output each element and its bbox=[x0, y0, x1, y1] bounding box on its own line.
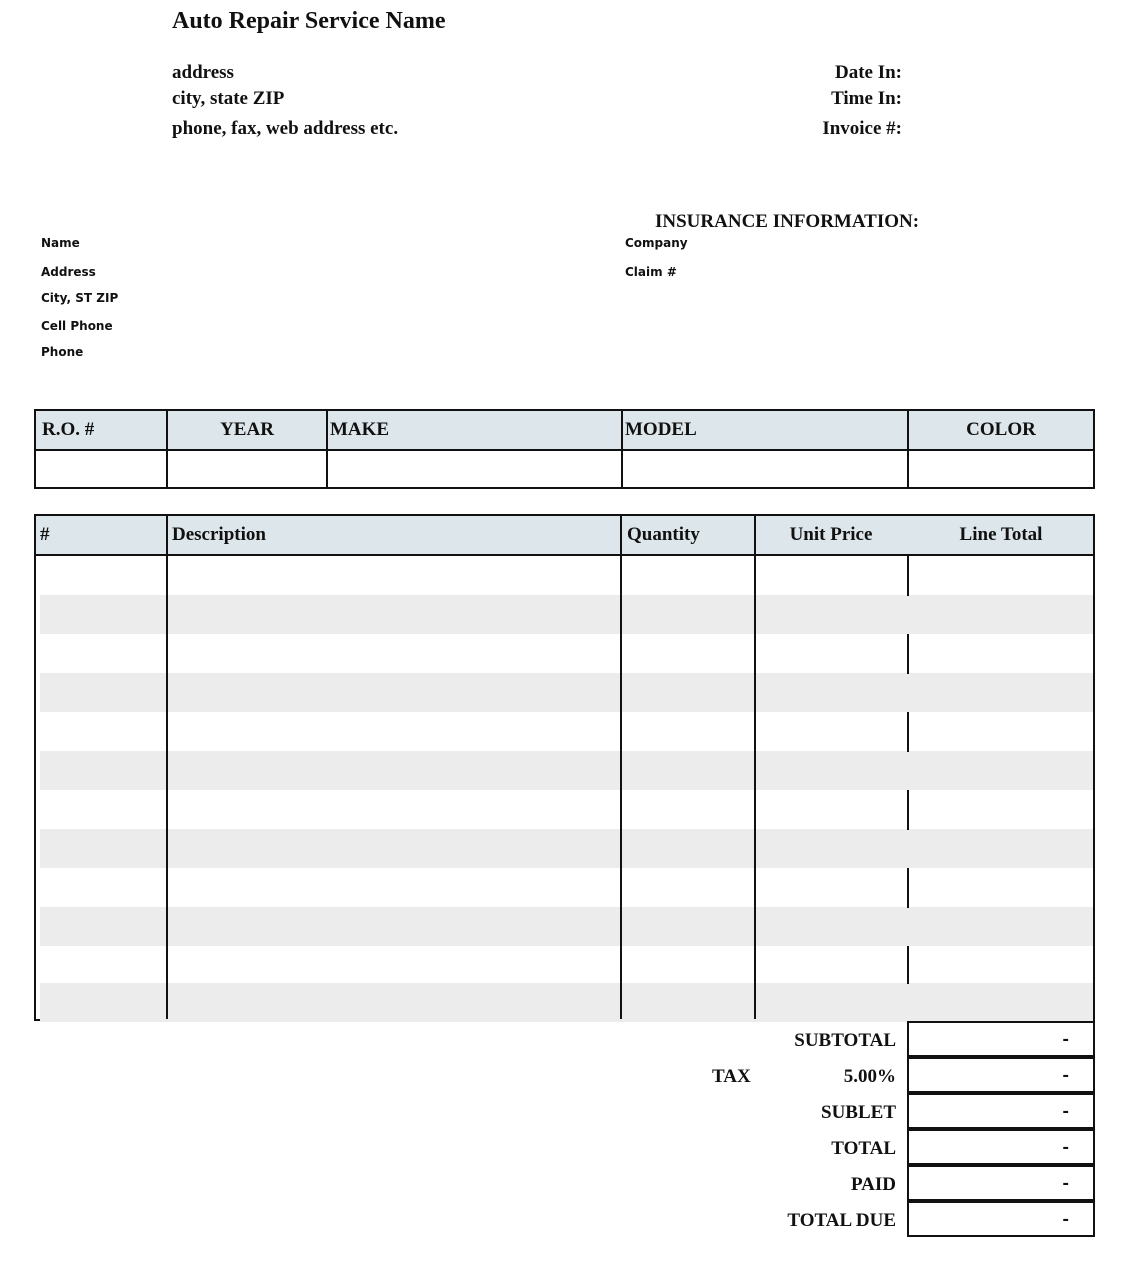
line-total-divider bbox=[907, 556, 909, 596]
vehicle-table bbox=[34, 409, 1095, 489]
company-name: Auto Repair Service Name bbox=[172, 8, 446, 34]
header-color: COLOR bbox=[966, 419, 1036, 440]
customer-name-label: Name bbox=[41, 236, 80, 250]
sublet-field[interactable] bbox=[907, 1093, 1095, 1129]
line-total-divider bbox=[907, 946, 909, 984]
line-total-divider bbox=[907, 712, 909, 752]
total-value: - bbox=[1062, 1137, 1069, 1156]
sublet-value: - bbox=[1062, 1101, 1069, 1120]
vehicle-table-row bbox=[36, 449, 1093, 487]
customer-cell-phone-label: Cell Phone bbox=[41, 319, 113, 333]
company-address: address bbox=[172, 62, 234, 83]
header-description: Description bbox=[172, 524, 266, 545]
customer-phone-label: Phone bbox=[41, 345, 84, 359]
tax-field[interactable] bbox=[907, 1057, 1095, 1093]
ro-number-cell[interactable] bbox=[36, 449, 168, 487]
insurance-claim-label: Claim # bbox=[625, 265, 677, 279]
customer-address-label: Address bbox=[41, 265, 96, 279]
item-row-stripe bbox=[40, 751, 1093, 790]
column-divider bbox=[620, 516, 622, 1019]
time-in-label: Time In: bbox=[831, 88, 902, 109]
tax-value: - bbox=[1062, 1065, 1069, 1084]
header-ro-number: R.O. # bbox=[36, 411, 168, 449]
header-line-total: Line Total bbox=[959, 524, 1043, 545]
year-cell[interactable] bbox=[168, 449, 328, 487]
line-total-divider bbox=[907, 634, 909, 674]
insurance-title: INSURANCE INFORMATION: bbox=[655, 211, 920, 232]
total-due-value: - bbox=[1062, 1209, 1069, 1228]
item-row-stripe bbox=[40, 907, 1093, 946]
line-total-divider bbox=[907, 868, 909, 908]
item-row-stripe bbox=[40, 673, 1093, 712]
header-make: MAKE bbox=[328, 411, 623, 449]
paid-field[interactable] bbox=[907, 1165, 1095, 1201]
total-field[interactable] bbox=[907, 1129, 1095, 1165]
invoice-number-label: Invoice #: bbox=[822, 118, 902, 139]
subtotal-field[interactable] bbox=[907, 1021, 1095, 1057]
item-row-stripe bbox=[40, 829, 1093, 868]
model-cell[interactable] bbox=[623, 449, 909, 487]
tax-rate: 5.00% bbox=[843, 1066, 896, 1087]
sublet-label: SUBLET bbox=[821, 1102, 896, 1123]
total-label: TOTAL bbox=[831, 1138, 896, 1159]
insurance-company-label: Company bbox=[625, 236, 688, 250]
column-divider bbox=[754, 516, 756, 1019]
item-row-stripe bbox=[40, 595, 1093, 634]
paid-value: - bbox=[1062, 1173, 1069, 1192]
header-model: MODEL bbox=[623, 411, 909, 449]
item-row-stripe bbox=[40, 983, 1093, 1022]
customer-city-label: City, ST ZIP bbox=[41, 291, 119, 305]
date-in-label: Date In: bbox=[834, 62, 902, 83]
tax-label: TAX bbox=[712, 1066, 751, 1087]
subtotal-value: - bbox=[1062, 1029, 1069, 1048]
paid-label: PAID bbox=[850, 1174, 896, 1195]
column-divider bbox=[166, 516, 168, 1019]
company-contact: phone, fax, web address etc. bbox=[172, 118, 399, 139]
header-item-number: # bbox=[40, 524, 50, 545]
vehicle-table-header bbox=[36, 411, 1093, 451]
header-unit-price: Unit Price bbox=[789, 524, 873, 545]
subtotal-label: SUBTOTAL bbox=[794, 1030, 896, 1051]
make-cell[interactable] bbox=[328, 449, 623, 487]
line-items-header bbox=[36, 516, 1093, 556]
header-quantity: Quantity bbox=[627, 524, 700, 545]
header-year: YEAR bbox=[168, 411, 328, 449]
color-cell[interactable] bbox=[909, 449, 1093, 487]
company-city-state-zip: city, state ZIP bbox=[172, 88, 285, 109]
line-total-divider bbox=[907, 790, 909, 830]
total-due-label: TOTAL DUE bbox=[787, 1210, 896, 1231]
line-items-table bbox=[34, 514, 1095, 1021]
total-due-field[interactable] bbox=[907, 1201, 1095, 1237]
